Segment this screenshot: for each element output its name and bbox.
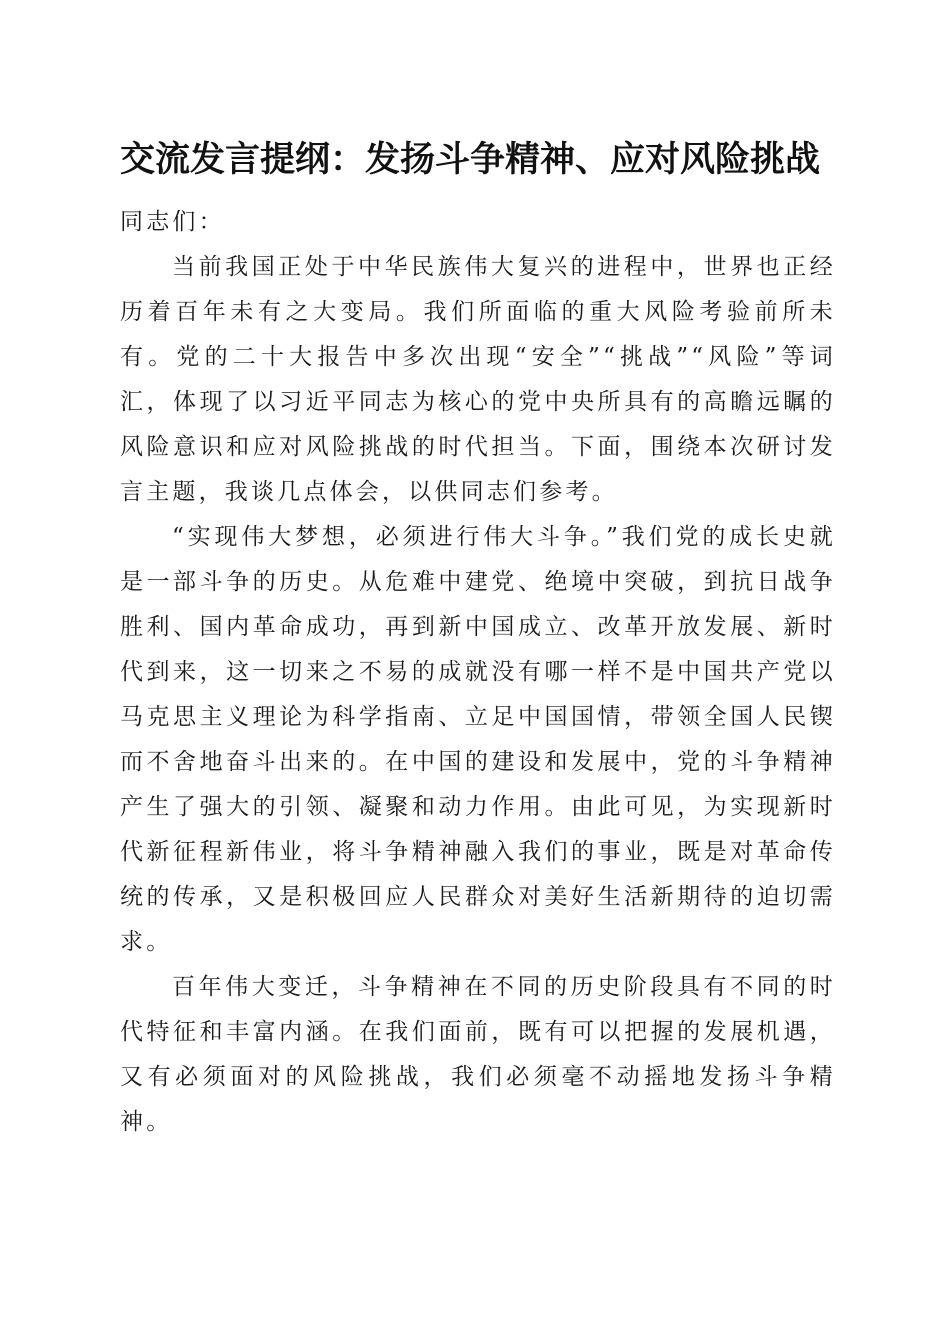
document-title: 交流发言提纲：发扬斗争精神、应对风险挑战: [120, 139, 821, 180]
paragraph-1: 当前我国正处于中华民族伟大复兴的进程中，世界也正经历着百年未有之大变局。我们所面临的重大风险考验前所未有。党的二十大报告中多次出现“安全”“挑战”“风险”等词汇，体现了以习近平同志为核心的党中央所具有的高瞻远瞩的风险意识和应对风险挑战的时代担当。下面，围绕本次研讨发言主题，我谈几点体会，以供同志们参考。: [120, 254, 836, 505]
paragraph-3: 百年伟大变迁，斗争精神在不同的历史阶段具有不同的时代特征和丰富内涵。在我们面前，既有可以把握的发展机遇，又有必须面对的风险挑战，我们必须毫不动摇地发扬斗争精神。: [120, 974, 836, 1135]
paragraph-2: “实现伟大梦想，必须进行伟大斗争。”我们党的成长史就是一部斗争的历史。从危难中建党、绝境中突破，到抗日战争胜利、国内革命成功，再到新中国成立、改革开放发展、新时代到来，这一切来之不易的成就没有哪一样不是中国共产党以马克思主义理论为科学指南、立足中国国情，带领全国人民锲而不舍地奋斗出来的。在中国的建设和发展中，党的斗争精神产生了强大的引领、凝聚和动力作用。由此可见，为实现新时代新征程新伟业，将斗争精神融入我们的事业，既是对革命传统的传承，又是积极回应人民群众对美好生活新期待的迫切需求。: [120, 524, 836, 955]
document-body: [120, 200, 836, 1145]
salutation: 同志们：: [120, 209, 225, 235]
